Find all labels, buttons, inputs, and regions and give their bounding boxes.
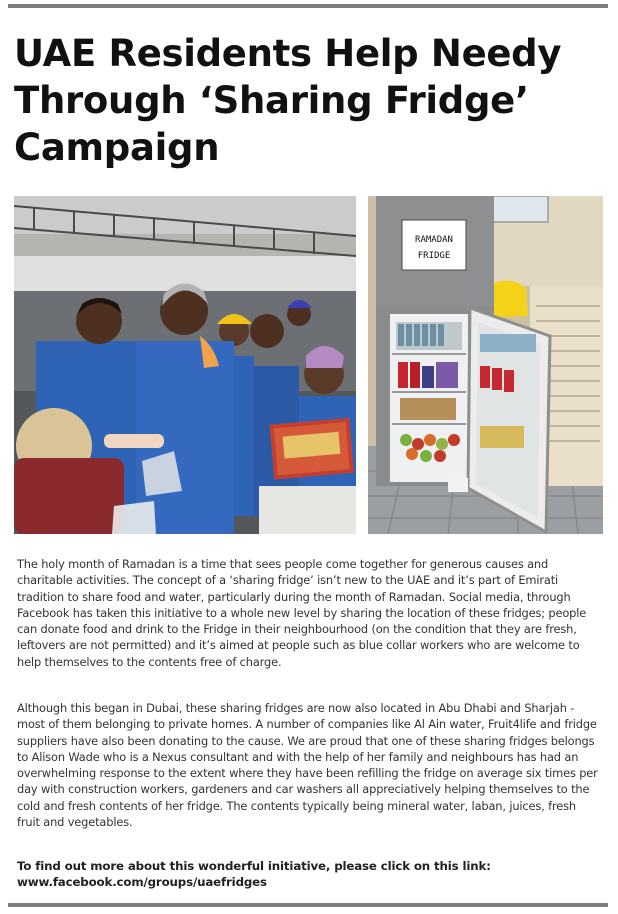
fridge-illustration <box>368 196 603 534</box>
fridge-sign-line1: RAMADAN <box>415 235 453 245</box>
bottom-rule <box>8 903 608 907</box>
top-rule <box>8 4 608 8</box>
fridge-sign-line2: FRIDGE <box>417 251 451 261</box>
article-paragraph-2: Although this began in Dubai, these sharing fridges are now also located in Abu Dhabi and Sharjah - most of them belonging to private homes. A number of companies like Al Ain water, Fruit4life and fridge suppliers have also been donating to the cause. We are proud that one of these sharing fridges belongs to Alison Wade who is a Nexus consultant and with the help of her family and neighbours has had an overwhelming response to the extent where they have been refilling the fridge on average six times per day with construction workers, gardeners and car washers all appreciatively helping themselves to the cold and fresh contents of her fridge. The contents typically being mineral water, laban, juices, fresh fruit and vegetables. <box>17 701 598 830</box>
call-to-action <box>17 858 602 890</box>
cta-text: To find out more about this wonderful initiative, please click on this link: <box>17 859 491 873</box>
fridge-photo <box>368 196 603 534</box>
article-paragraph-1: The holy month of Ramadan is a time that sees people come together for generous causes and charitable activities. The concept of a ‘sharing fridge’ isn’t new to the UAE and it’s part of Emirati tradition to share food and water, particularly during the month of Ramadan. Social media, through Facebook has taken this initiative to a whole new level by sharing the location of these fridges; people can donate food and drink to the Fridge in their neighbourhood (on the condition that they are fresh, leftovers are not permitted) and it’s aimed at people such as blue collar workers who are welcome to help themselves to the contents free of charge. <box>17 557 587 669</box>
workers-illustration <box>14 196 356 534</box>
workers-photo <box>14 196 356 534</box>
article-title: UAE Residents Help Needy Through ‘Sharing Fridge’ Campaign <box>14 32 562 169</box>
facebook-group-link[interactable]: www.facebook.com/groups/uaefridges <box>17 875 267 889</box>
